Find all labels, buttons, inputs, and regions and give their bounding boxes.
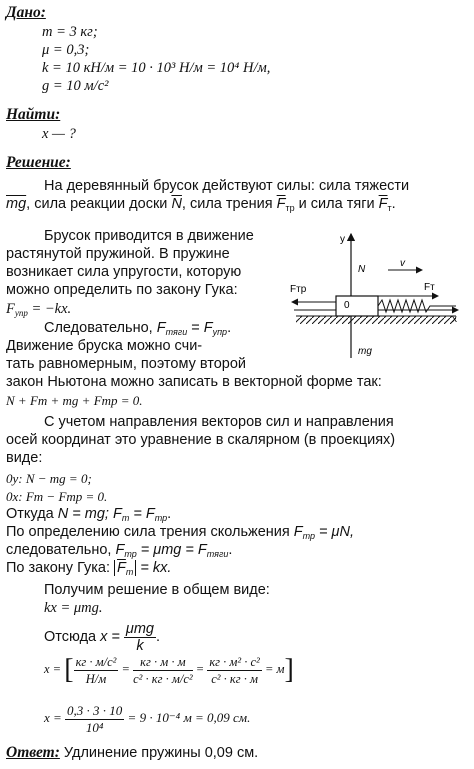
calculation: x = $\frac{0,3 \cdot 3 \cdot 10}{\text{10⁴}}$ = 9 · 10⁻⁴ м = 0,09 см. [44, 702, 251, 735]
ground-hatching [296, 316, 456, 324]
answer-heading: Ответ: [6, 744, 60, 761]
y-axis-label: y [340, 234, 345, 245]
x-axis-label: x [452, 314, 457, 325]
given-mu: μ = 0,3; [42, 42, 90, 58]
answer-line [6, 744, 258, 762]
hooke-law: $F_{упр} = -kx$. [6, 301, 72, 318]
general-solution-line: Получим решение в общем виде: [44, 582, 270, 598]
equation-ox: 0x: Fт − Fтр = 0. [6, 489, 108, 504]
para1-line2: $\overline{mg}$, сила реакции доски $\overline{N}$, сила трения $\overline{F}_{тр}$ и сила тяги $\overline{F}_т$. [6, 196, 396, 213]
para2-line1: Брусок приводится в движение [44, 228, 254, 244]
para3-line3: закон Ньютона можно записать в векторной форме так: [6, 374, 382, 390]
gravity-label: mg [358, 346, 372, 357]
vector-equation: N + Fт + mg + Fтр = 0. [6, 393, 143, 408]
from-here-line: Отсюда x = $\frac{\text{μmg}}{k}$ . [44, 620, 161, 654]
pull-force-label: Fт [424, 282, 435, 293]
formula-fraction: $\frac{\text{μmg}}{k}$ [125, 620, 154, 654]
definition-line: По определению сила трения скольжения $F_{тр} = \mu N$, [6, 524, 354, 541]
para4-line2: осей координат это уравнение в скалярном (в проекциях) [6, 432, 396, 448]
hooke-law-line: По закону Гука: $\overline{F}_т$ = kx. [6, 560, 172, 577]
given-stiffness: k = 10 кН/м = 10 · 10³ Н/м = 10⁴ Н/м, [42, 60, 271, 76]
given-mass: m = 3 кг; [42, 24, 98, 40]
origin-label: 0 [344, 300, 350, 311]
para3-line1: Движение бруска можно счи- [6, 338, 203, 354]
para1-line1: На деревянный брусок действуют силы: сила тяжести [44, 178, 410, 194]
given-heading: Дано: [6, 4, 46, 21]
hence-line: следовательно, $F_{тр} = \mu mg = F_{тяги}$. [6, 542, 233, 559]
para2-line2: растянутой пружиной. В пружине [6, 246, 230, 262]
velocity-label: v [400, 258, 405, 269]
kx-equation: kx = μmg. [44, 600, 103, 616]
friction-label: Fтр [290, 284, 307, 295]
equation-oy: 0y: N − mg = 0; [6, 471, 92, 486]
given-gravity: g = 10 м/c² [42, 78, 109, 94]
units-check: x = [ $\frac{\text{кг · м/c²}}{Н/м}$ = $\frac{кг \cdot м \cdot м}{\text{c² · кг · м/c²}}$ = $\frac{\text{кг · м² · c²}}{\text{c² · кг · м}}$ = м] [44, 654, 294, 686]
find-heading: Найти: [6, 106, 61, 123]
para4-line3: виде: [6, 450, 43, 466]
find-x: x — ? [42, 126, 76, 142]
consequently-line: Следовательно, $F_{тяги} = F_{упр}$. [44, 320, 232, 337]
para2-line4: можно определить по закону Гука: [6, 282, 238, 298]
solution-heading: Решение: [6, 154, 71, 171]
para4-line1: С учетом направления векторов сил и направления [44, 414, 394, 430]
n-label: N [358, 264, 366, 275]
answer-text: Удлинение пружины 0,09 см. [59, 745, 259, 761]
para2-line3: возникает сила упругости, которую [6, 264, 242, 280]
block [336, 296, 378, 316]
whence-line: Откуда N = mg; $F_т = F_{тр}$. [6, 506, 172, 523]
para3-line2: тать равномерным, поэтому второй [6, 356, 247, 372]
force-diagram [288, 228, 468, 364]
